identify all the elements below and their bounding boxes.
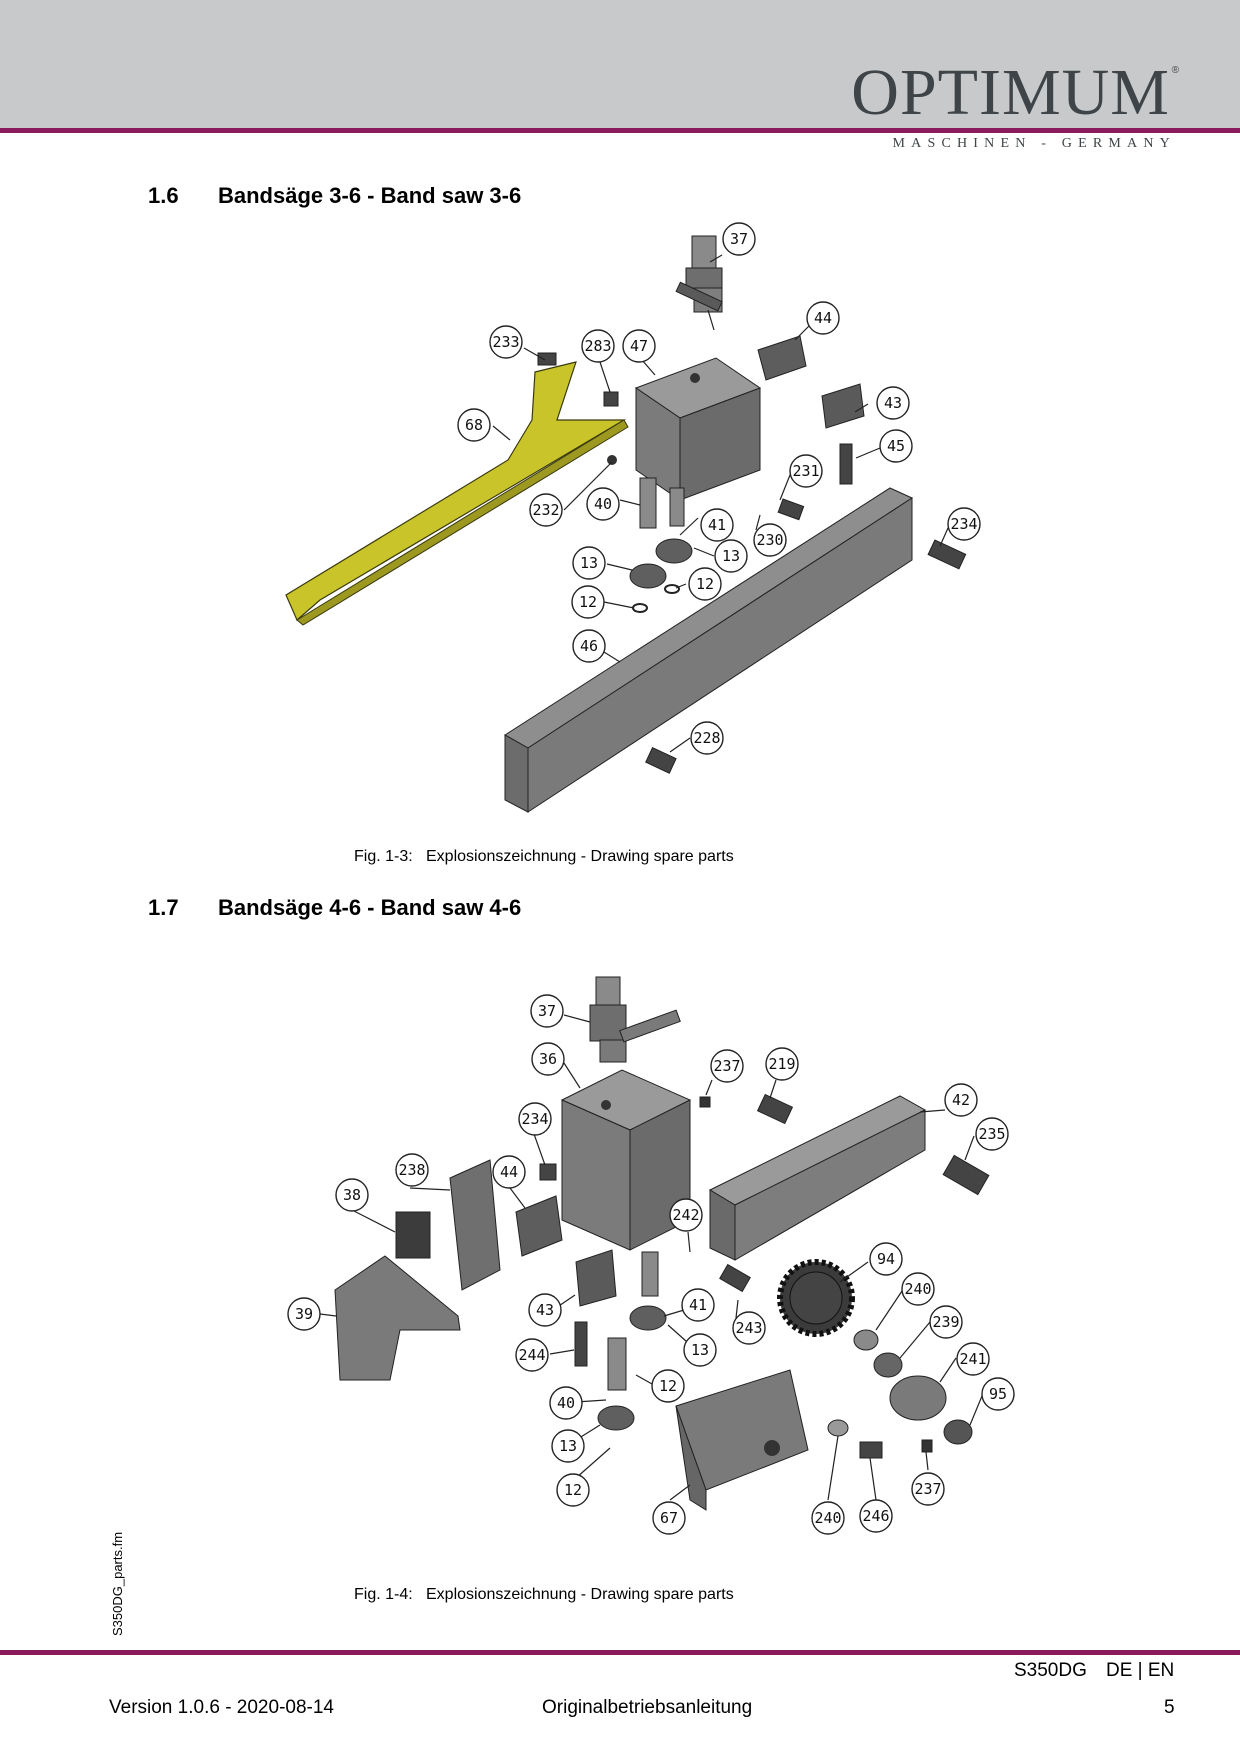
svg-text:242: 242: [672, 1206, 700, 1224]
callout-233: [490, 326, 522, 358]
footer-version: Version 1.0.6 - 2020-08-14: [109, 1697, 334, 1718]
section-number: 1.6: [148, 183, 179, 208]
svg-text:240: 240: [904, 1280, 932, 1298]
svg-text:95: 95: [988, 1385, 1008, 1403]
callout-246: [860, 1500, 892, 1532]
figure-label: Fig. 1-3:: [354, 848, 413, 865]
callout-67: [653, 1502, 685, 1534]
figure-caption-1-3: [354, 848, 734, 866]
callout-283: [582, 330, 614, 362]
section-heading-1-6: [148, 183, 521, 209]
section-title: Bandsäge 3-6 - Band saw 3-6: [218, 183, 522, 208]
svg-text:37: 37: [537, 1002, 557, 1020]
callout-13-right: [715, 540, 747, 572]
svg-text:13: 13: [690, 1341, 710, 1359]
svg-text:228: 228: [693, 729, 721, 747]
svg-text:41: 41: [707, 516, 727, 534]
callout-234: [948, 508, 980, 540]
callout-46: [573, 630, 605, 662]
svg-text:45: 45: [886, 437, 906, 455]
callout-241: [957, 1343, 989, 1375]
callout-43: [877, 387, 909, 419]
figure-caption-text: Explosionszeichnung - Drawing spare parts: [426, 848, 734, 865]
svg-text:42: 42: [951, 1091, 971, 1109]
callout-13-bottom: [552, 1430, 584, 1462]
svg-text:237: 237: [914, 1480, 942, 1498]
callout-230: [754, 524, 786, 556]
callout-231: [790, 455, 822, 487]
callout-40: [550, 1387, 582, 1419]
callout-232: [530, 494, 562, 526]
callout-47: [623, 330, 655, 362]
figure-caption-text: Explosionszeichnung - Drawing spare parts: [426, 1586, 734, 1603]
logo-brand-text: OPTIMUM: [851, 56, 1170, 129]
svg-text:231: 231: [792, 462, 820, 480]
footer-model: S350DG: [1014, 1660, 1087, 1681]
figure-caption-1-4: [354, 1586, 734, 1604]
svg-text:39: 39: [294, 1305, 314, 1323]
svg-text:234: 234: [950, 515, 978, 533]
callout-240-right: [902, 1273, 934, 1305]
callout-37: [723, 223, 755, 255]
svg-text:94: 94: [876, 1250, 896, 1268]
footer-document-title: Originalbetriebsanleitung: [542, 1697, 753, 1718]
optimum-logo: [851, 56, 1180, 152]
footer-divider: [0, 1650, 1240, 1655]
exploded-drawing-band-saw-3-6: [0, 215, 1240, 815]
registered-mark: ®: [1171, 65, 1180, 76]
callout-238: [396, 1154, 428, 1186]
callout-41: [682, 1289, 714, 1321]
callout-12-right: [689, 568, 721, 600]
callout-41: [701, 509, 733, 541]
svg-text:232: 232: [532, 501, 560, 519]
callout-68: [458, 409, 490, 441]
svg-text:244: 244: [518, 1346, 546, 1364]
svg-text:13: 13: [721, 547, 741, 565]
callout-38: [336, 1179, 368, 1211]
svg-text:246: 246: [862, 1507, 890, 1525]
callout-44: [807, 302, 839, 334]
svg-text:12: 12: [658, 1377, 678, 1395]
callout-44: [493, 1156, 525, 1188]
callout-37: [531, 995, 563, 1027]
file-name-label: S350DG_parts.fm: [110, 1531, 125, 1636]
drawing-parts: [286, 236, 966, 812]
svg-text:37: 37: [729, 230, 749, 248]
svg-text:13: 13: [579, 554, 599, 572]
exploded-drawing-band-saw-4-6: [0, 960, 1240, 1560]
svg-text:43: 43: [883, 394, 903, 412]
svg-text:237: 237: [713, 1057, 741, 1075]
logo-tagline: MASCHINEN - GERMANY: [892, 136, 1176, 151]
footer-languages: DE | EN: [1106, 1660, 1175, 1681]
svg-text:38: 38: [342, 1186, 362, 1204]
callout-219: [766, 1048, 798, 1080]
svg-text:44: 44: [499, 1163, 519, 1181]
callout-43: [529, 1294, 561, 1326]
callout-240-bottom: [812, 1502, 844, 1534]
callout-13-left: [573, 547, 605, 579]
svg-text:41: 41: [688, 1296, 708, 1314]
svg-text:240: 240: [814, 1509, 842, 1527]
svg-text:13: 13: [558, 1437, 578, 1455]
callout-237-bottom: [912, 1473, 944, 1505]
svg-text:235: 235: [978, 1125, 1006, 1143]
svg-text:230: 230: [756, 531, 784, 549]
callout-239: [930, 1306, 962, 1338]
svg-text:12: 12: [695, 575, 715, 593]
svg-text:47: 47: [629, 337, 649, 355]
figure-label: Fig. 1-4:: [354, 1586, 413, 1603]
svg-text:283: 283: [584, 337, 612, 355]
svg-text:241: 241: [959, 1350, 987, 1368]
callout-228: [691, 722, 723, 754]
svg-text:44: 44: [813, 309, 833, 327]
svg-text:12: 12: [563, 1481, 583, 1499]
callout-95: [982, 1378, 1014, 1410]
callout-13-mid: [684, 1334, 716, 1366]
svg-text:67: 67: [659, 1509, 679, 1527]
section-number: 1.7: [148, 895, 179, 920]
svg-text:234: 234: [521, 1110, 549, 1128]
callout-12-left: [572, 586, 604, 618]
callout-42: [945, 1084, 977, 1116]
svg-text:243: 243: [735, 1319, 763, 1337]
logo-wordmark: [851, 56, 1180, 129]
svg-text:36: 36: [538, 1050, 558, 1068]
callout-243: [733, 1312, 765, 1344]
callout-242: [670, 1199, 702, 1231]
svg-text:239: 239: [932, 1313, 960, 1331]
section-heading-1-7: [148, 895, 521, 921]
svg-text:46: 46: [579, 637, 599, 655]
callout-40: [587, 488, 619, 520]
callout-36: [532, 1043, 564, 1075]
callout-39: [288, 1298, 320, 1330]
callout-94: [870, 1243, 902, 1275]
svg-text:68: 68: [464, 416, 484, 434]
callout-244: [516, 1339, 548, 1371]
callout-12-bottom: [557, 1474, 589, 1506]
svg-text:233: 233: [492, 333, 520, 351]
page-number: 5: [1164, 1697, 1175, 1718]
callout-234: [519, 1103, 551, 1135]
svg-text:12: 12: [578, 593, 598, 611]
svg-text:238: 238: [398, 1161, 426, 1179]
svg-text:219: 219: [768, 1055, 796, 1073]
svg-text:40: 40: [593, 495, 613, 513]
svg-text:40: 40: [556, 1394, 576, 1412]
callout-237-top: [711, 1050, 743, 1082]
callout-235: [976, 1118, 1008, 1150]
svg-text:43: 43: [535, 1301, 555, 1319]
callout-45: [880, 430, 912, 462]
callout-12-mid: [652, 1370, 684, 1402]
section-title: Bandsäge 4-6 - Band saw 4-6: [218, 895, 522, 920]
